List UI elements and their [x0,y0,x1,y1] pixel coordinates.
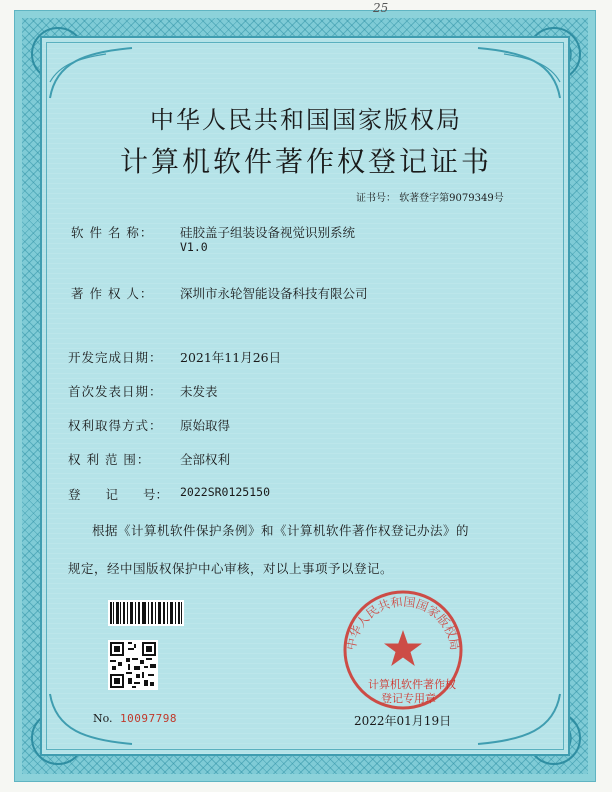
rights-scope-value: 全部权利 [180,452,231,467]
certificate-number-label: 证书号： [356,193,396,204]
qr-code [108,640,158,690]
certificate-title: 计算机软件著作权登记证书 [119,145,492,178]
rights-scope-label: 权 利 范 围： [68,452,151,467]
certificate-number [356,189,504,204]
seal-center-line-2: 登记专用章 [381,692,436,705]
issue-date: 2022年01月19日 [354,714,452,728]
software-version: V1.0 [180,240,208,254]
acquisition-method-label: 权利取得方式： [68,418,163,433]
copyright-holder-label: 著 作 权 人： [71,286,154,301]
software-name-label: 软 件 名 称： [71,225,154,240]
first-publication-date-label: 首次发表日期： [68,384,163,399]
registration-number-value: 2022SR0125150 [180,485,271,499]
first-publication-date-value: 未发表 [180,384,218,399]
software-name-value: 硅胶盖子组装设备视觉识别系统 [180,225,356,240]
seal-center-line-1: 计算机软件著作权 [368,678,456,691]
serial-number-value: 10097798 [120,712,177,725]
seal-ring-text: 中华人民共和国国家版权局 [343,594,463,652]
serial-number-label: No. [93,712,113,725]
copyright-holder-value: 深圳市永轮智能设备科技有限公司 [180,286,368,301]
seal-star-icon [384,630,422,666]
statement-line-1: 根据《计算机软件保护条例》和《计算机软件著作权登记办法》的 [92,523,470,538]
certificate-number-value: 软著登字第9079349号 [399,193,504,204]
statement-line-2: 规定，经中国版权保护中心审核，对以上事项予以登记。 [68,561,394,576]
registration-number-label: 登 记 号： [68,487,169,502]
completion-date-value: 2021年11月26日 [180,350,282,365]
handwritten-mark: 25 [373,1,389,15]
completion-date-label: 开发完成日期： [68,350,163,365]
flourish-bottom-right [474,690,564,750]
barcode [108,600,184,626]
acquisition-method-value: 原始取得 [180,418,231,433]
issuer-heading: 中华人民共和国国家版权局 [150,106,462,134]
flourish-top-right [474,42,564,102]
flourish-top-left [46,42,136,102]
